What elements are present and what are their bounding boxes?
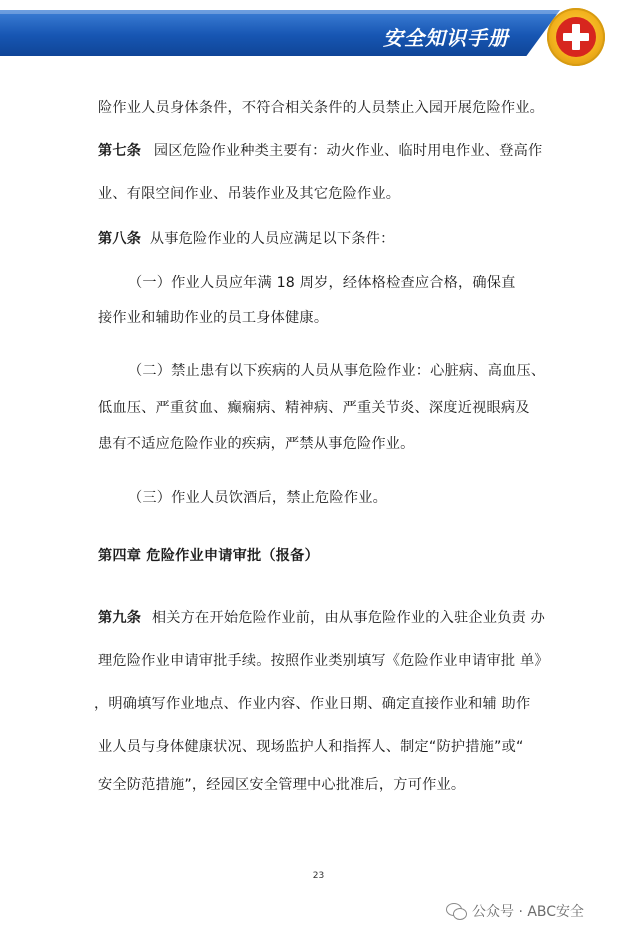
item-1-line-1: （一）作业人员应年满 18 周岁，经体格检查应合格，确保直	[128, 275, 516, 291]
watermark	[446, 901, 584, 921]
article-9-line-5: 安全防范措施”，经园区安全管理中心批准后，方可作业。	[98, 777, 466, 793]
emblem-inner-circle	[556, 17, 596, 57]
page-number: 23	[312, 871, 325, 881]
item-3-line-1: （三）作业人员饮酒后，禁止危险作业。	[128, 490, 387, 506]
article-9-line-3: ，明确填写作业地点、作业内容、作业日期、确定直接作业和辅 助作	[94, 696, 531, 712]
article-8-label: 第八条	[98, 231, 142, 247]
header-title: 安全知识手册	[383, 26, 509, 50]
article-8-text-1: 从事危险作业的人员应满足以下条件：	[149, 231, 395, 247]
article-7-text-1: 园区危险作业种类主要有：动火作业、临时用电作业、登高作	[153, 143, 543, 159]
wechat-icon	[446, 903, 466, 920]
article-9-line-1	[98, 609, 545, 627]
item-2-line-2: 低血压、严重贫血、癫痫病、精神病、严重关节炎、深度近视眼病及	[98, 400, 530, 416]
item-2-line-1: （二）禁止患有以下疾病的人员从事危险作业：心脏病、高血压、	[128, 363, 546, 379]
article-7-label: 第七条	[98, 143, 142, 159]
paragraph-line: 险作业人员身体条件，不符合相关条件的人员禁止入园开展危险作业。	[98, 100, 545, 116]
item-1-line-2: 接作业和辅助作业的员工身体健康。	[98, 310, 329, 326]
article-7-line-1	[98, 142, 542, 160]
red-cross-emblem-icon	[547, 8, 605, 66]
article-8-line-1	[98, 230, 394, 248]
article-9-line-4: 业人员与身体健康状况、现场监护人和指挥人、制定“防护措施”或“	[98, 739, 524, 755]
article-7-line-2: 业、有限空间作业、吊装作业及其它危险作业。	[98, 186, 401, 202]
article-9-label: 第九条	[98, 610, 142, 626]
watermark-text: 公众号 · ABC安全	[472, 904, 585, 920]
chapter-4-heading: 第四章 危险作业申请审批（报备）	[98, 548, 319, 564]
article-9-line-2: 理危险作业申请审批手续。按照作业类别填写《危险作业申请审批 单》	[98, 653, 549, 669]
article-9-text-1: 相关方在开始危险作业前，由从事危险作业的入驻企业负责 办	[151, 610, 546, 626]
emblem-cross-horizontal	[563, 33, 589, 41]
item-2-line-3: 患有不适应危险作业的疾病，严禁从事危险作业。	[98, 436, 415, 452]
